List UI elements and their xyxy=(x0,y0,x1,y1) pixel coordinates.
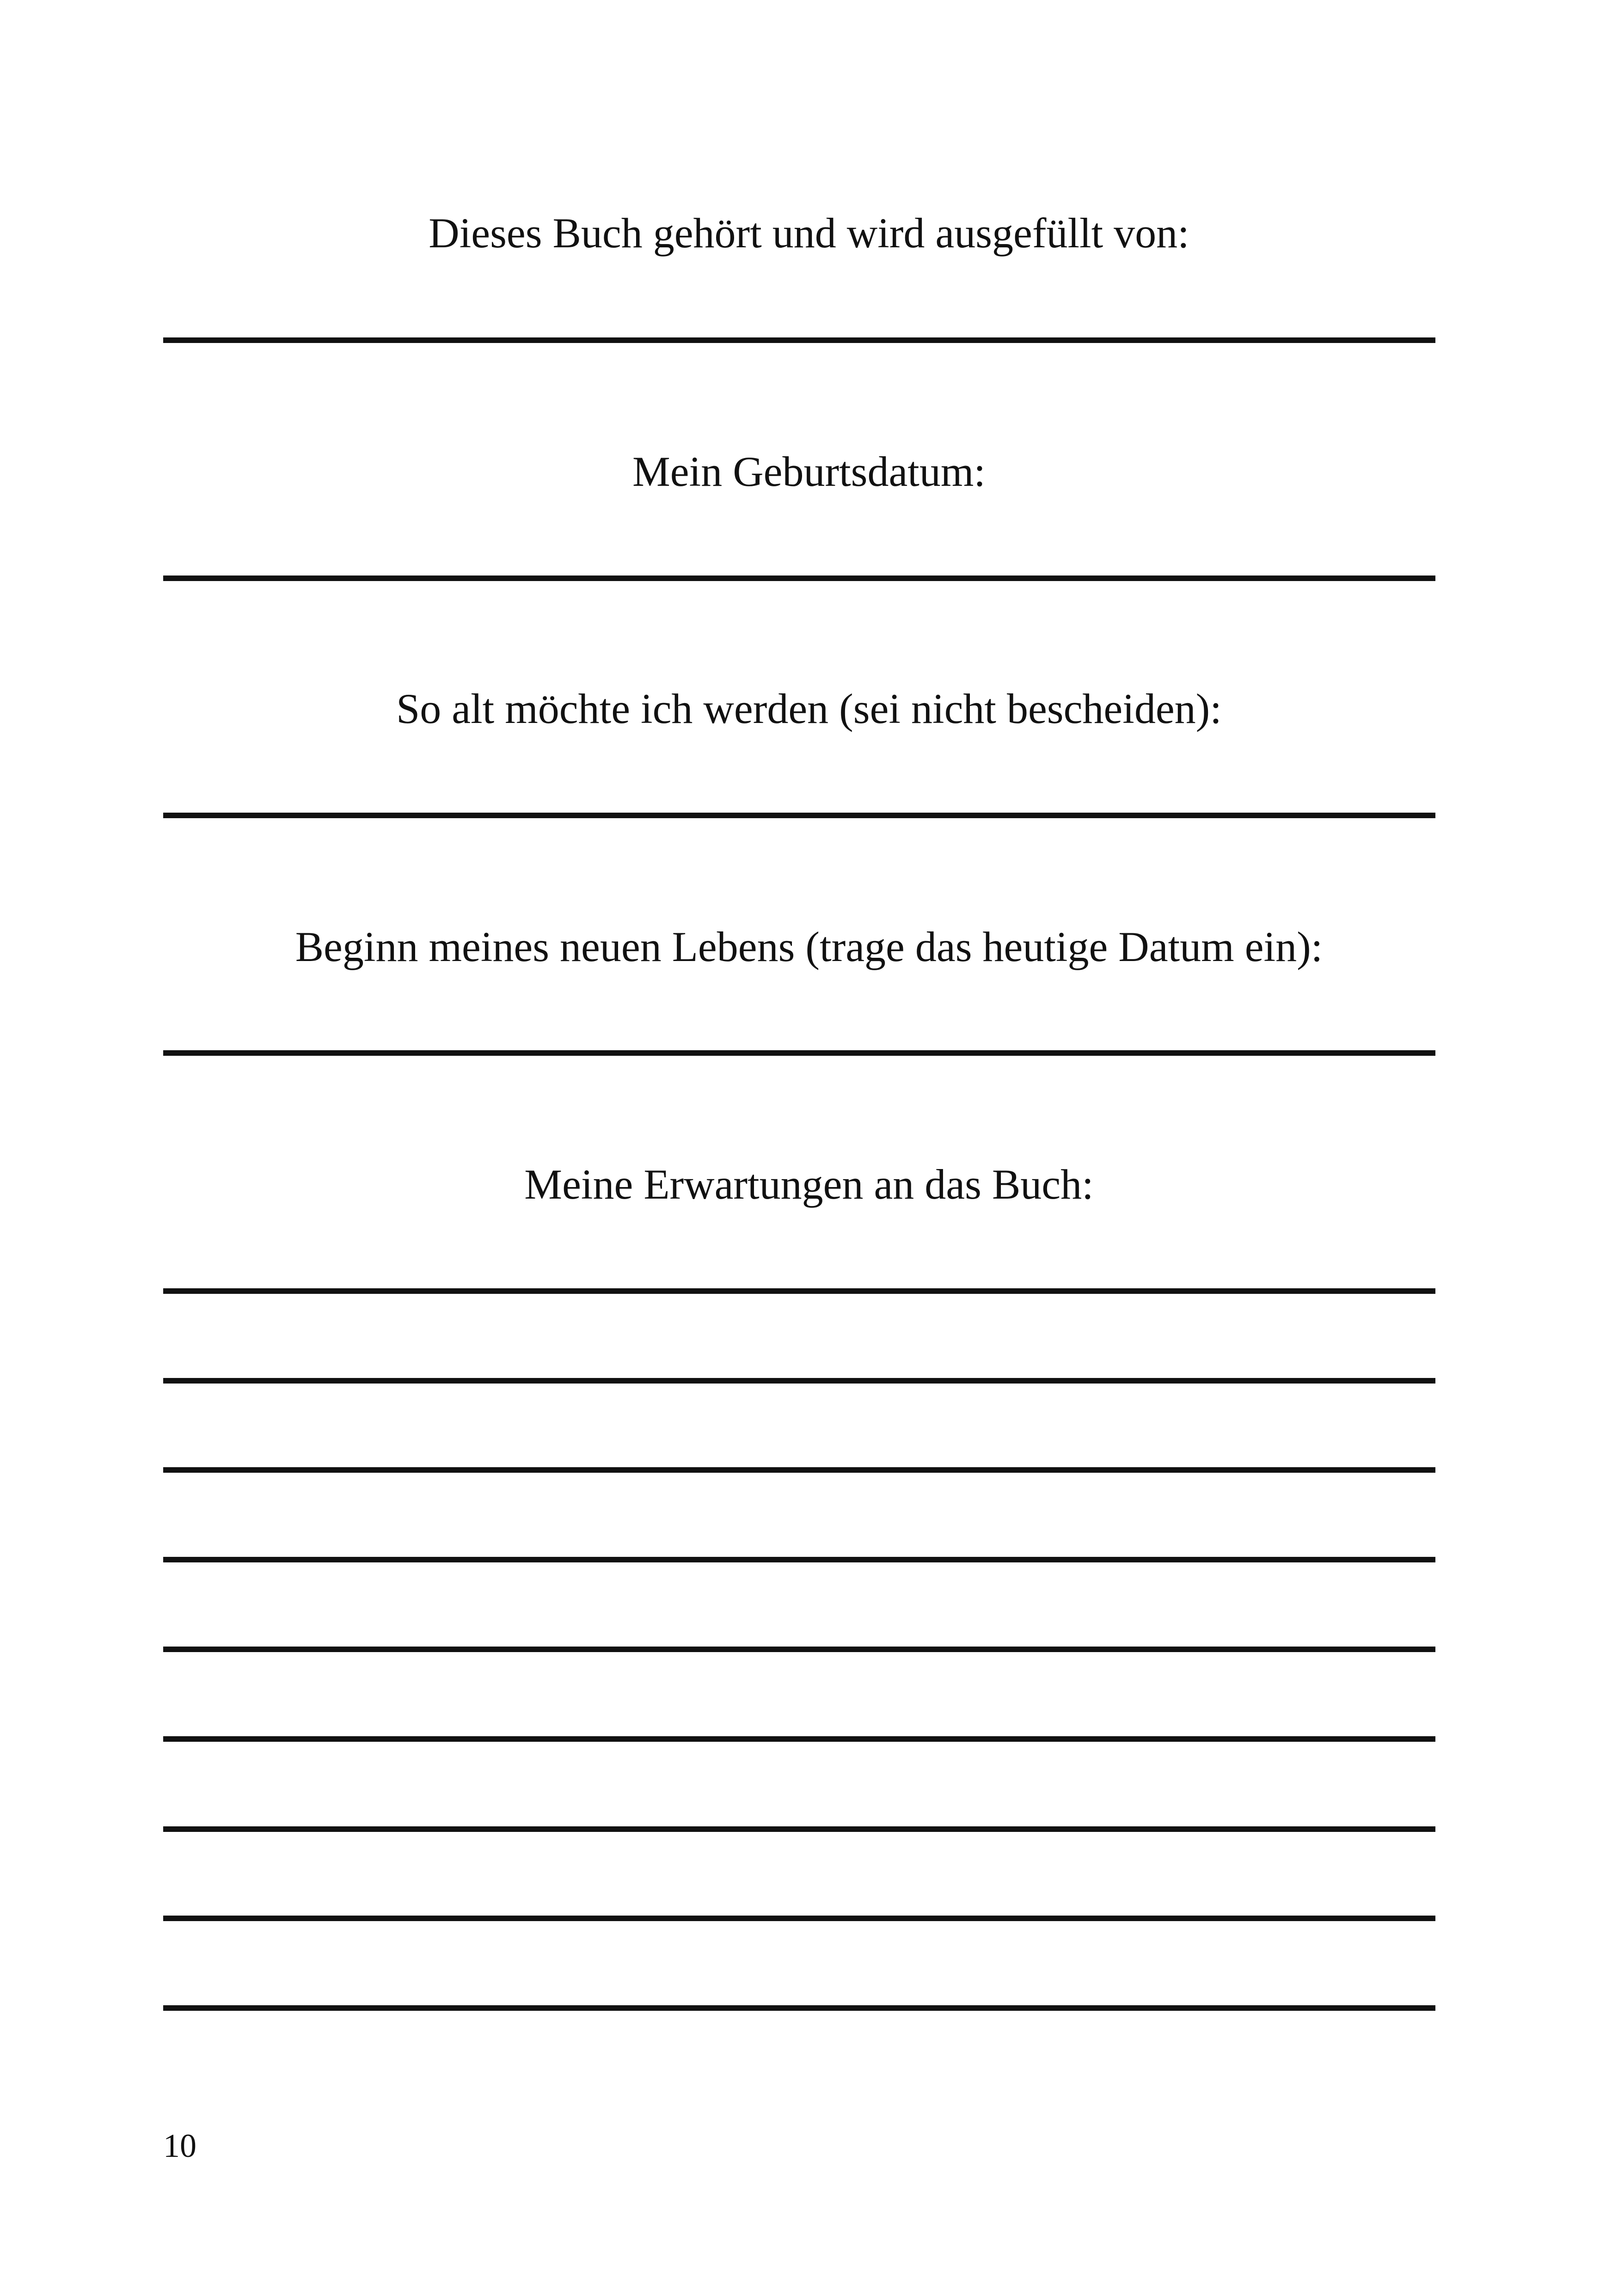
birthdate-label: Mein Geburtsdatum: xyxy=(632,448,986,495)
start-date-label: Beginn meines neuen Lebens (trage das heutige Datum ein): xyxy=(295,923,1323,970)
target-age-write-line[interactable] xyxy=(163,813,1435,818)
start-date-write-line[interactable] xyxy=(163,1050,1435,1056)
expectations-write-line[interactable] xyxy=(163,1288,1435,1294)
expectations-write-line[interactable] xyxy=(163,1736,1435,1742)
expectations-label: Meine Erwartungen an das Buch: xyxy=(524,1161,1094,1208)
owner-label: Dieses Buch gehört und wird ausgefüllt von: xyxy=(429,209,1189,257)
expectations-write-line[interactable] xyxy=(163,1467,1435,1473)
birthdate-write-line[interactable] xyxy=(163,576,1435,581)
target-age-label: So alt möchte ich werden (sei nicht bescheiden): xyxy=(396,685,1222,732)
expectations-write-line[interactable] xyxy=(163,1647,1435,1652)
expectations-write-line[interactable] xyxy=(163,1557,1435,1562)
page-number: 10 xyxy=(163,2127,196,2164)
expectations-write-line[interactable] xyxy=(163,2005,1435,2011)
owner-write-line[interactable] xyxy=(163,337,1435,343)
expectations-write-line[interactable] xyxy=(163,1378,1435,1384)
expectations-write-line[interactable] xyxy=(163,1916,1435,1921)
expectations-write-line[interactable] xyxy=(163,1826,1435,1832)
